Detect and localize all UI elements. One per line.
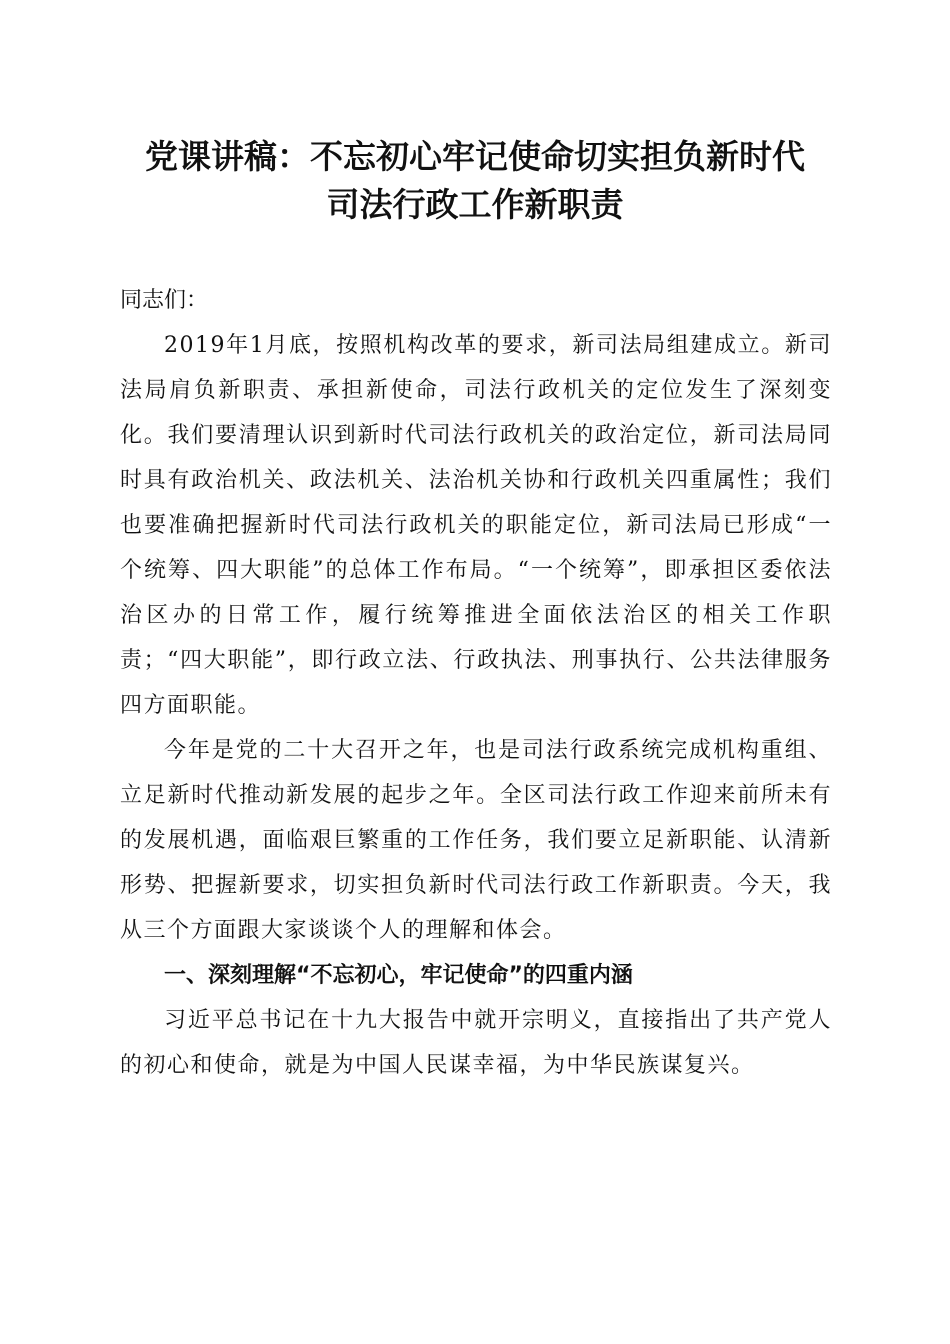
document-title <box>110 133 840 229</box>
paragraph-2: 今年是党的二十大召开之年，也是司法行政系统完成机构重组、立足新时代推动新发展的起步之年。全区司法行政工作迎来前所未有的发展机遇，面临艰巨繁重的工作任务，我们要立足新职能、认清新形势、把握新要求，切实担负新时代司法行政工作新职责。今天，我从三个方面跟大家谈谈个人的理解和体会。 <box>120 738 832 943</box>
paragraph-1: 2019年1月底，按照机构改革的要求，新司法局组建成立。新司法局肩负新职责、承担新使命，司法行政机关的定位发生了深刻变化。我们要清理认识到新时代司法行政机关的政治定位，新司法局同时具有政治机关、政法机关、法治机关协和行政机关四重属性；我们也要准确把握新时代司法行政机关的职能定位，新司法局已形成“一个统筹、四大职能”的总体工作布局。“一个统筹”，即承担区委依法治区办的日常工作，履行统筹推进全面依法治区的相关工作职责；“四大职能”，即行政立法、行政执法、刑事执行、公共法律服务四方面职能。 <box>120 333 832 718</box>
section-heading-1: 一、深刻理解“不忘初心，牢记使命”的四重内涵 <box>164 963 633 988</box>
title-line-1: 党课讲稿：不忘初心牢记使命切实担负新时代 <box>145 137 805 176</box>
salutation: 同志们： <box>120 288 209 313</box>
document-body <box>120 278 832 1088</box>
title-line-2: 司法行政工作新职责 <box>326 185 624 224</box>
paragraph-3: 习近平总书记在十九大报告中就开宗明义，直接指出了共产党人的初心和使命，就是为中国人民谋幸福，为中华民族谋复兴。 <box>120 1008 832 1078</box>
